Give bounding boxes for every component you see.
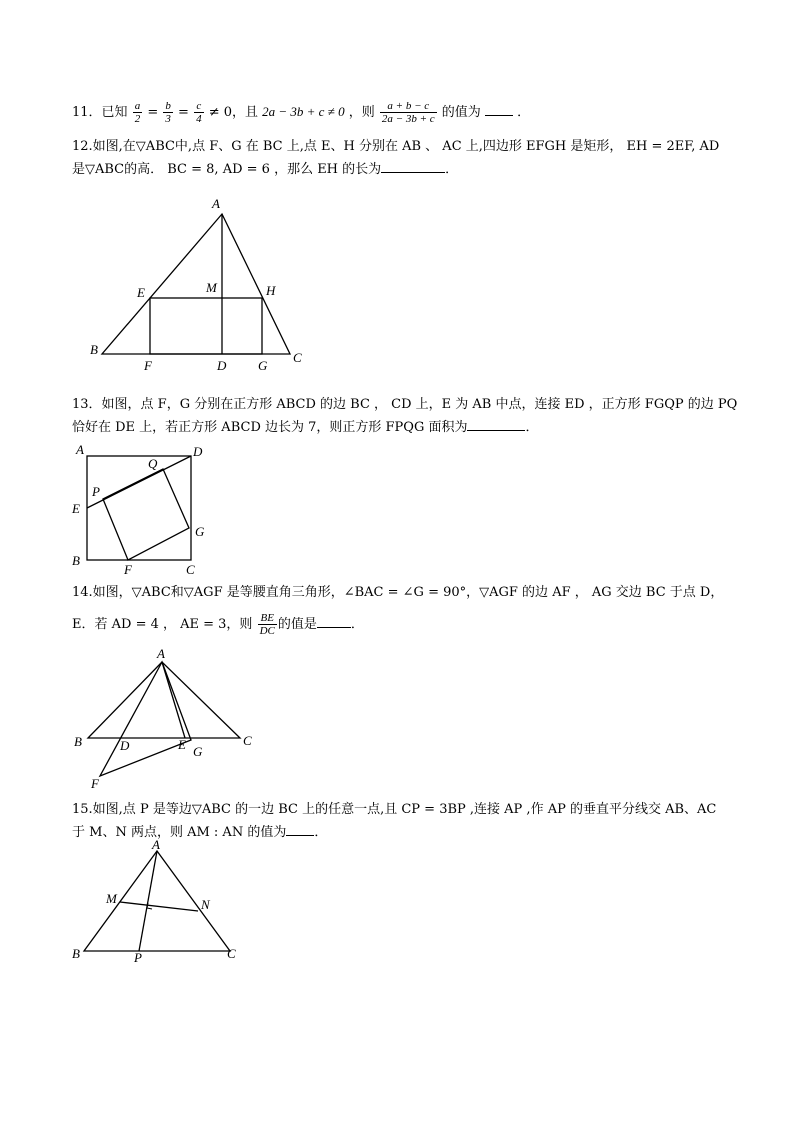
not-zero-text: ≠ 0，且 [208, 105, 258, 120]
fraction-a-over-2: $\frac{a}{2}$ [134, 100, 141, 125]
label-n: N [201, 897, 210, 912]
fraction-b-over-3: $\frac{b}{3}$ [165, 100, 171, 125]
label-f: F [144, 358, 152, 373]
label-a: A [76, 442, 84, 457]
label-e: E [137, 285, 145, 300]
value-text: 的值为 [441, 105, 481, 120]
label-e: E [72, 501, 80, 516]
problem-15-line-1: 15.如图,点 P 是等边▽ABC 的一边 BC 上的任意一点,且 CP = 3BP ,连接 AP ,作 AP 的垂直平分线交 AB、AC [72, 802, 717, 817]
label-g: G [195, 524, 205, 539]
fraction-c-over-4: $\frac{c}{4}$ [196, 100, 202, 125]
label-b: B [90, 342, 98, 357]
problem-13-line-1: 13．如图，点 F，G 分别在正方形 ABCD 的边 BC ， CD 上，E 为 AB 中点，连接 ED ，正方形 FGQP 的边 PQ [72, 397, 738, 412]
label-d: D [120, 738, 130, 753]
then-text: ，则 [348, 105, 375, 120]
label-p: P [134, 950, 142, 965]
label-b: B [72, 553, 80, 568]
problem-14-line-1: 14.如图，▽ABC和▽AGF 是等腰直角三角形，∠BAC = ∠G = 90°，▽AGF 的边 AF ， AG 交边 BC 于点 D， [72, 585, 724, 600]
label-a: A [157, 646, 165, 661]
p12-text: 是▽ABC的高． BC = 8, AD = 6 ，那么 EH 的长为 [72, 162, 382, 177]
label-m: M [106, 891, 117, 906]
period: ． [517, 105, 531, 120]
period: ． [350, 617, 364, 632]
segment-ap [139, 851, 157, 951]
label-e: E [178, 737, 186, 752]
perpendicular-bisector-mn [120, 902, 198, 911]
p11-lead: 11．已知 [72, 105, 128, 120]
equals-sign: = [178, 105, 189, 120]
label-g: G [258, 358, 268, 373]
equals-sign: = [147, 105, 159, 120]
label-a: A [212, 196, 220, 211]
label-a: A [152, 837, 160, 852]
label-p: P [92, 484, 100, 499]
label-d: D [217, 358, 227, 373]
p15-text: 于 M、N 两点，则 AM : AN 的值为 [72, 825, 287, 840]
label-c: C [186, 562, 195, 577]
period: ． [525, 420, 539, 435]
label-c: C [293, 350, 302, 365]
period: ． [445, 162, 459, 177]
p13-text: 恰好在 DE 上，若正方形 ABCD 边长为 7，则正方形 FPQG 面积为 [72, 420, 468, 435]
p14-text: E．若 AD = 4 ， AE = 3，则 [72, 617, 253, 632]
label-f: F [91, 776, 99, 791]
target-fraction: $\frac{a + b - c}{2a - 3b + c}$ [381, 100, 435, 125]
label-g: G [193, 744, 203, 759]
label-c: C [243, 733, 252, 748]
label-b: B [74, 734, 82, 749]
label-d: D [193, 444, 203, 459]
label-h: H [266, 283, 276, 298]
label-f: F [124, 562, 132, 577]
period: ． [314, 825, 328, 840]
value-text: 的值是 [277, 617, 317, 632]
fraction-be-over-dc: $\frac{BE}{DC}$ [259, 612, 275, 637]
label-m: M [206, 280, 217, 295]
problem-12-line-1: 12.如图,在▽ABC中,点 F、G 在 BC 上,点 E、H 分别在 AB 、 AC 上,四边形 EFGH 是矩形， EH = 2EF, AD [72, 139, 720, 154]
label-b: B [72, 946, 80, 961]
label-c: C [227, 946, 236, 961]
label-q: Q [148, 456, 158, 471]
condition-expression: 2a − 3b + c ≠ 0 [262, 104, 345, 119]
